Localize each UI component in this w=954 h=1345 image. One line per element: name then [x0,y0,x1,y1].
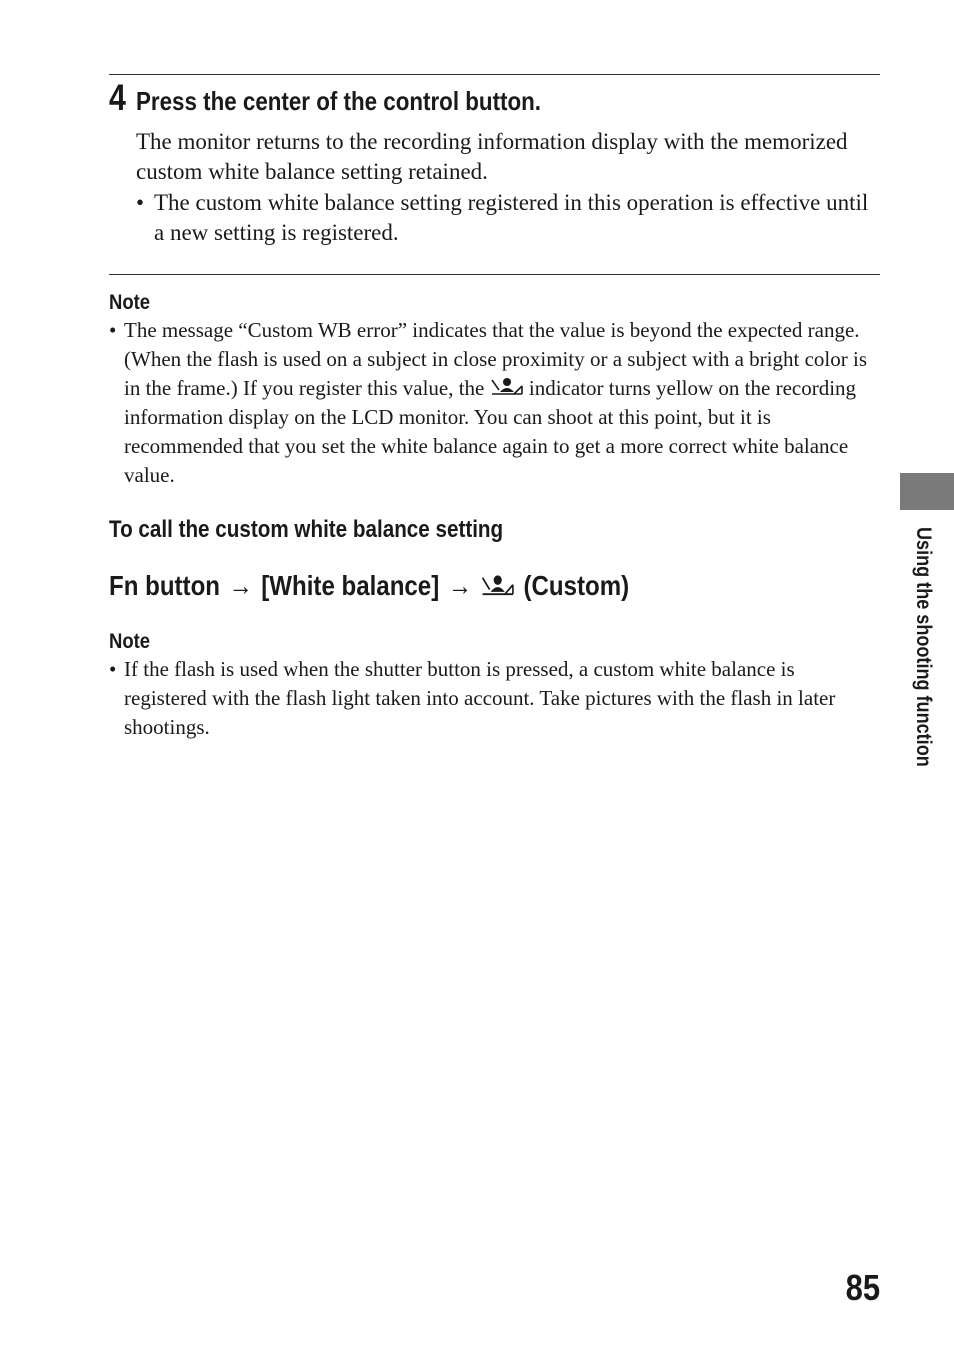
step-body: The monitor returns to the recording information display with the memorized custom white balance setting retained. [136,129,848,184]
arrow-icon: → [228,570,253,601]
note-text-before-icon: The message “Custom WB error” indicates that the value is beyond the expected range. (When the flash is used on a subject in close proximity or a subject with a bright color is in the frame.) If you register this value, the [124,318,867,400]
section-rule [109,274,880,275]
chapter-tab [900,473,954,510]
step-number: 4 [109,77,126,118]
menu-path-fn-button: Fn button [109,570,220,601]
note-text: If the flash is used when the shutter button is pressed, a custom white balance is registered with the flash light taken into account. Take pictures with the flash in later shootings. [124,657,836,739]
step-bullet-text: The custom white balance setting registered in this operation is effective until a new setting is registered. [154,190,869,245]
chapter-label-text: Using the shooting function [912,527,935,767]
top-rule [109,74,880,75]
section-heading: To call the custom white balance setting [109,516,504,543]
page-number: 85 [845,1267,880,1308]
step-bullet [136,188,880,248]
note-label: Note [109,291,151,314]
note-label: Note [109,630,151,653]
step-title: Press the center of the control button. [136,86,542,116]
custom-white-balance-icon [481,573,515,599]
step-heading [109,78,607,121]
bullet-mark: • [109,318,117,342]
bullet-mark: • [136,190,145,215]
note-text [124,316,880,490]
note-text-after-icon: indicator turns yellow on the recording information display on the LCD monitor. You can shoot at this point, but it is recommended that you set the white balance again to get a more correct white balance value. [124,376,857,487]
custom-white-balance-icon [490,376,524,398]
menu-path-white-balance: [White balance] [261,570,440,601]
menu-path-custom: (Custom) [523,570,630,601]
note-bullet [109,316,880,490]
bullet-mark: • [109,657,117,681]
arrow-icon: → [447,570,472,601]
note-bullet [109,655,880,742]
chapter-label [908,527,938,817]
menu-path [109,568,629,604]
